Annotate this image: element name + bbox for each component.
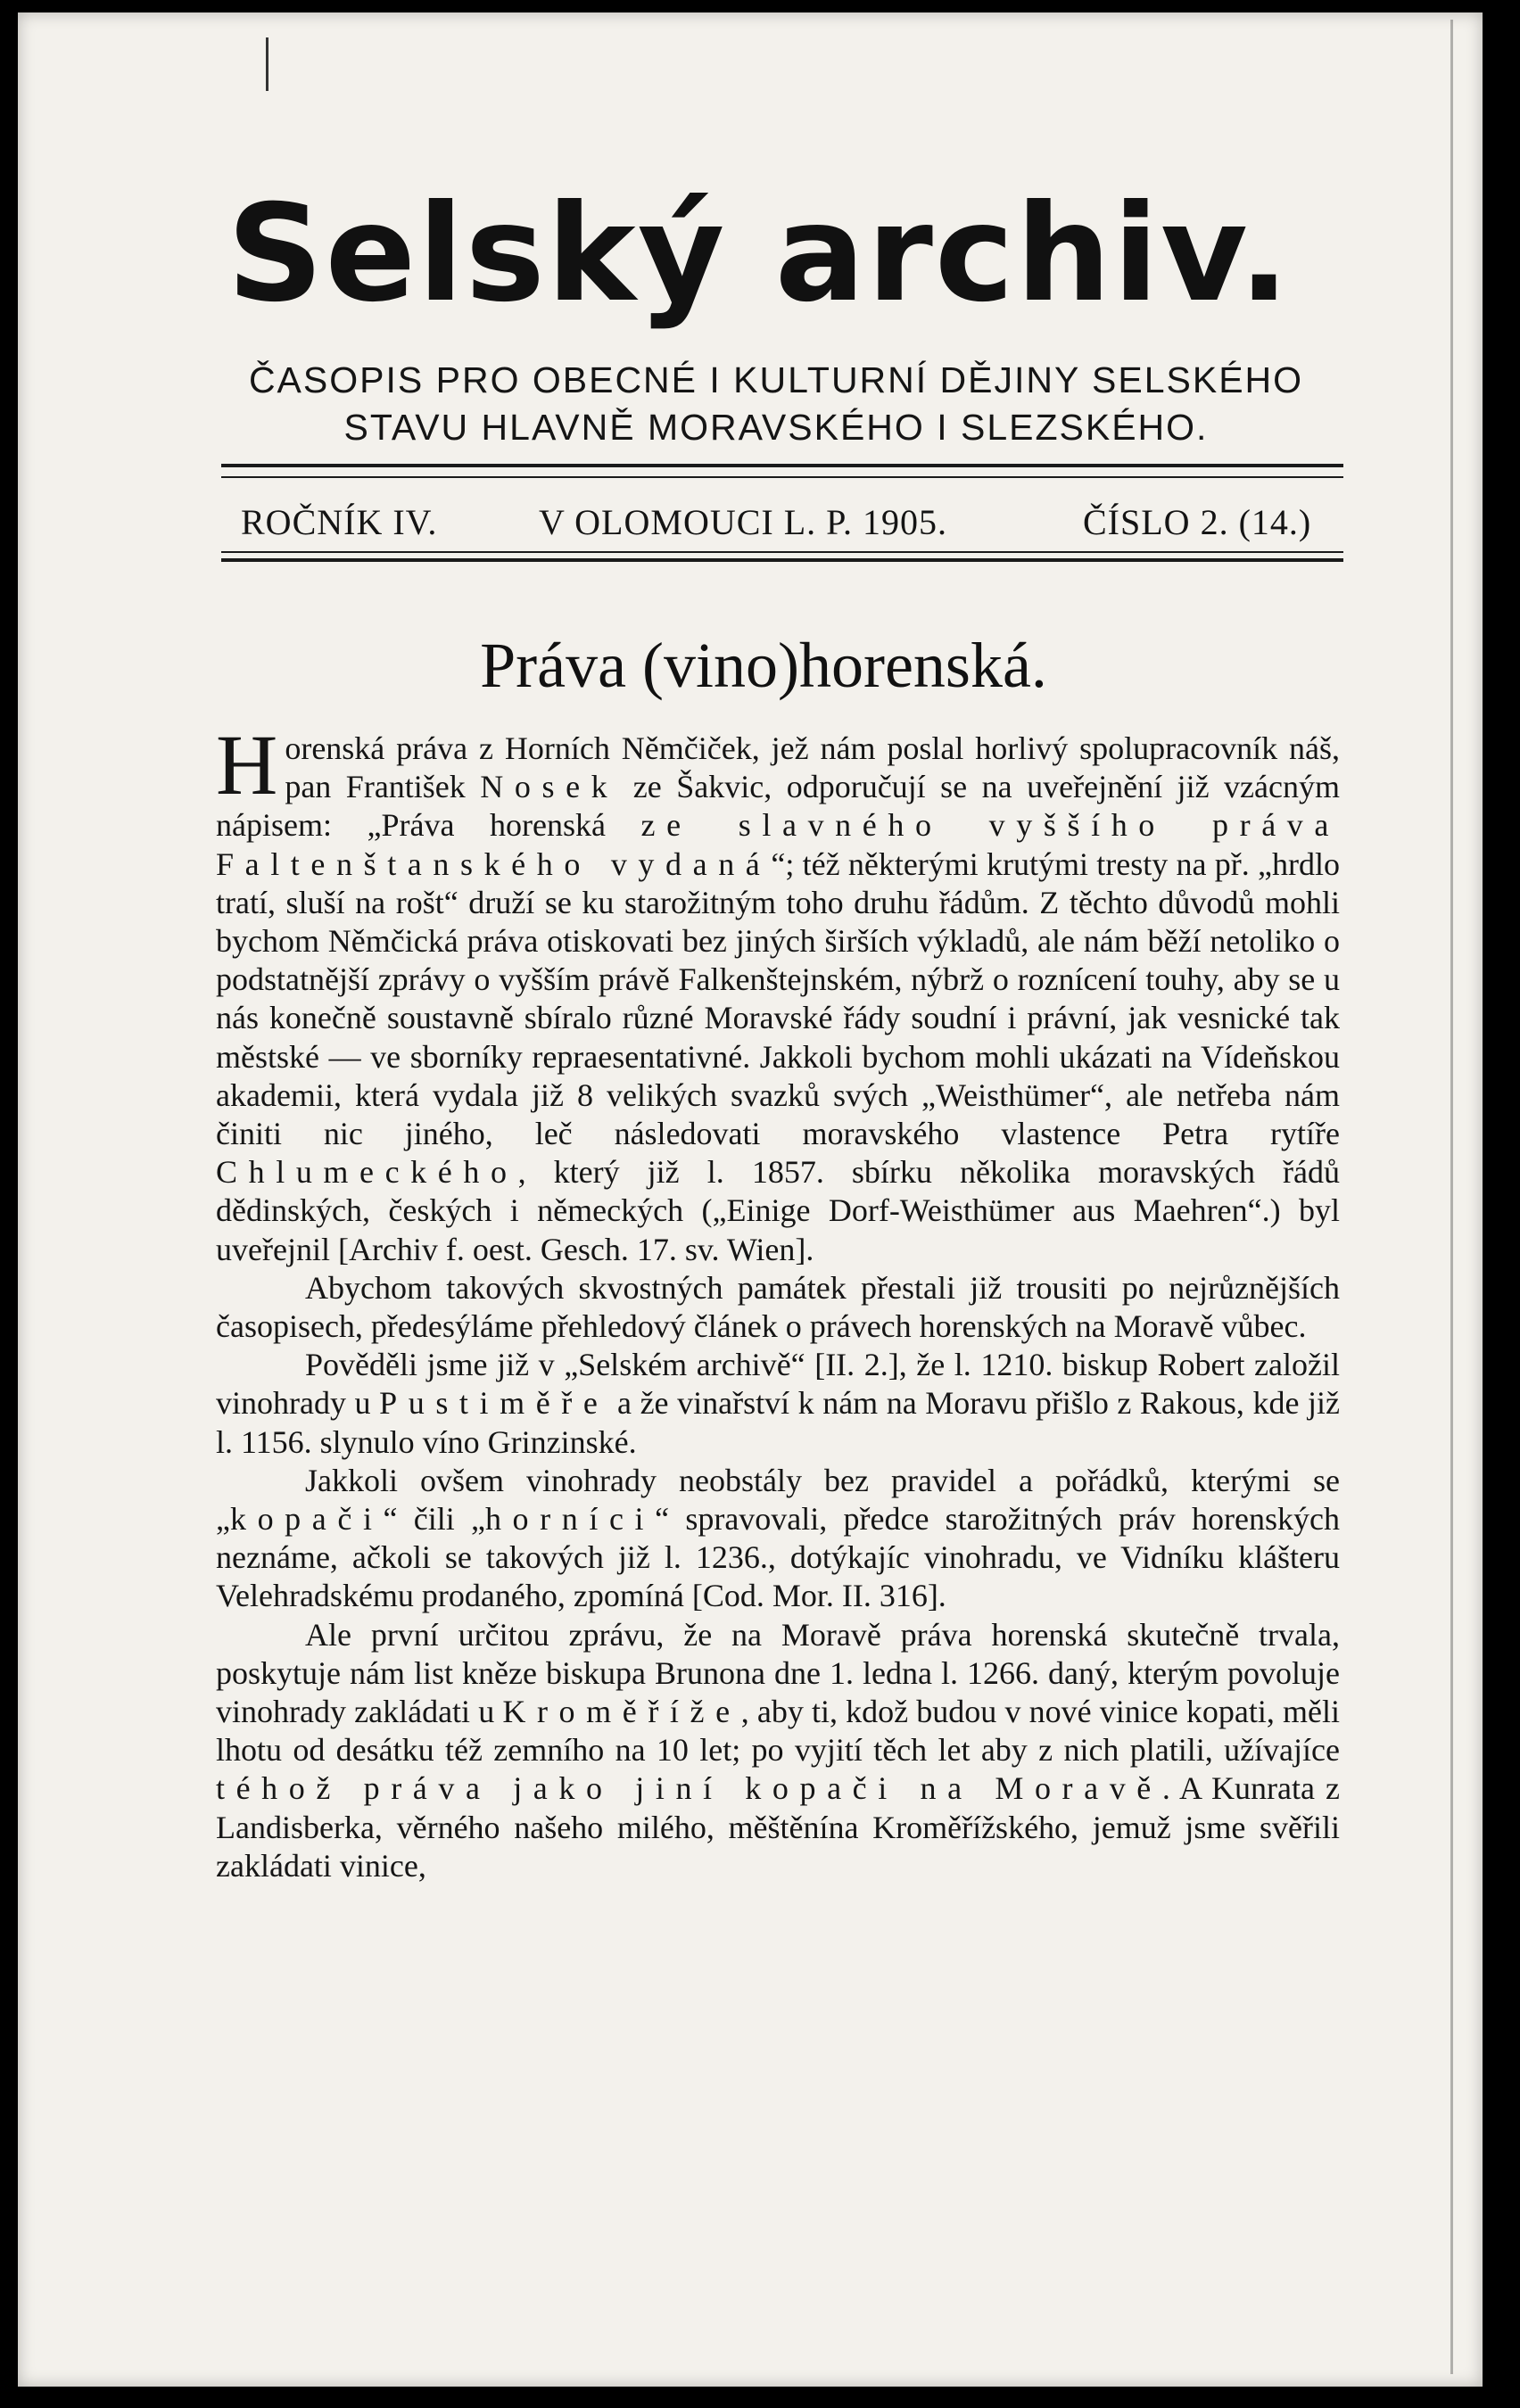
top-rule-thick [221,464,1343,467]
text-run: orenská práva z Horních Němčiček, jež nám poslal horlivý spolupracovník náš, pan František [285,730,1340,805]
article-title: Práva (vino)horenská. [480,630,1047,701]
drop-cap: H [216,717,278,812]
text-run: , který již l. 1857. sbírku několika moravských řádů dědinských, českých i německých („Einige Dorf-Weisthümer aus Maehren“.) byl uveřejnil [Archiv f. oest. Gesch. 17. sv. Wien]. [216,1154,1340,1267]
spaced-text: Chlumeckého [216,1154,518,1191]
paragraph-3 [216,1346,1340,1462]
place-year-label: V OLOMOUCI L. P. 1905. [539,502,947,542]
paragraph-1 [216,717,1340,1269]
text-run: Ale první určitou zprávu, že na Moravě práva horenská skutečně trvala, poskytuje nám list kněze biskupa Brunona dne 1. ledna l. 1266. daný, kterým povoluje vinohrady zakládati u [216,1616,1340,1730]
journal-subtitle-line-1: ČASOPIS PRO OBECNÉ I KULTURNÍ DĚJINY SELSKÉHO [248,359,1304,400]
top-rule-thin [221,476,1343,478]
scan-mark [266,37,268,91]
spaced-text: ze slavného vyššího práva Faltenštanského vydaná [216,807,1340,882]
spaced-text: kopači [229,1501,384,1538]
paragraph-2: Abychom takových skvostných památek přestali již trousiti po nejrůznějších časopisech, předesýláme přehledový článek o právech horenských na Moravě vůbec. [216,1269,1340,1345]
journal-subtitle-line-2: STAVU HLAVNĚ MORAVSKÉHO I SLEZSKÉHO. [343,407,1209,448]
text-run: a že vinařství k nám na Moravu přišlo z Rakous, kde již l. 1156. slynulo víno Grinzinské. [216,1385,1341,1460]
volume-label: ROČNÍK IV. [241,502,438,542]
spaced-text: Nosek [480,769,619,805]
text-run: “ čili „ [383,1501,485,1538]
journal-title: Selský archiv. [227,177,1292,332]
bottom-rule-thick [221,558,1343,562]
spaced-text: Kroměříže [502,1694,741,1730]
bottom-rule-thin [221,551,1343,553]
article-body [216,717,1341,1885]
spaced-text: Pustiměře [379,1385,609,1422]
page-edge-line [1450,20,1453,2374]
paragraph-4 [216,1462,1340,1616]
text-run: , aby ti, kdož budou v nové vinice kopati, měli lhotu od desátku též zemního na 10 let; po vyjití těch let aby z nich platili, užívajíce [216,1694,1340,1769]
paragraph-5 [216,1616,1340,1885]
text-run: Jakkoli ovšem vinohrady neobstály bez pravidel a pořádků, kterými se „ [216,1462,1340,1538]
text-run: “; též některými krutými tresty na př. „hrdlo tratí, sluší na rošt“ druží se ku starožitným toho druhu řádům. Z těchto důvodů mohli bychom Němčická práva otiskovati bez jiných širších výkladů, ale nám běží netoliko o podstatnější zprávy o vyšším právě Falkenštejnském, nýbrž o roznícení touhy, aby se u nás konečně soustavně sbíralo různé Moravské řády soudní i právní, jak vesnické tak městské — ve sborníky repraesentativné. Jakkoli bychom mohli ukázati na Vídeňskou akademii, která vydala již 8 velikých svazků svých „Weisthümer“, ale netřeba nám činiti nic jiného, leč následovati moravského vlastence Petra rytíře [216,845,1340,1152]
text-run: ze Šakvic, odporučují se na uveřejnění již vzácným nápisem: „Práva horenská [216,769,1340,844]
issue-info [221,501,1343,540]
text-run: “ spravovali, předce starožitných práv horenských neznáme, ačkoli se takových již l. 1236., dotýkajíc vinohradu, ve Vidníku klášteru Velehradskému prodaného, zpomíná [Cod. Mor. II. 316]. [216,1501,1340,1614]
spaced-text: téhož práva jako jiní kopači na Moravě [216,1770,1162,1807]
journal-page [18,12,1483,2387]
text-run: Pověděli jsme již v „Selském archivě“ [II. 2.], že l. 1210. biskup Robert založil vinohrady u [216,1347,1340,1422]
issue-number-label: ČÍSLO 2. (14.) [1083,502,1312,542]
spaced-text: horníci [484,1501,656,1538]
text-run: . A Kunrata z Landisberka, věrného našeho milého, měštěnína Kroměřížského, jemuž jsme svěřili zakládati vinice, [216,1770,1340,1884]
